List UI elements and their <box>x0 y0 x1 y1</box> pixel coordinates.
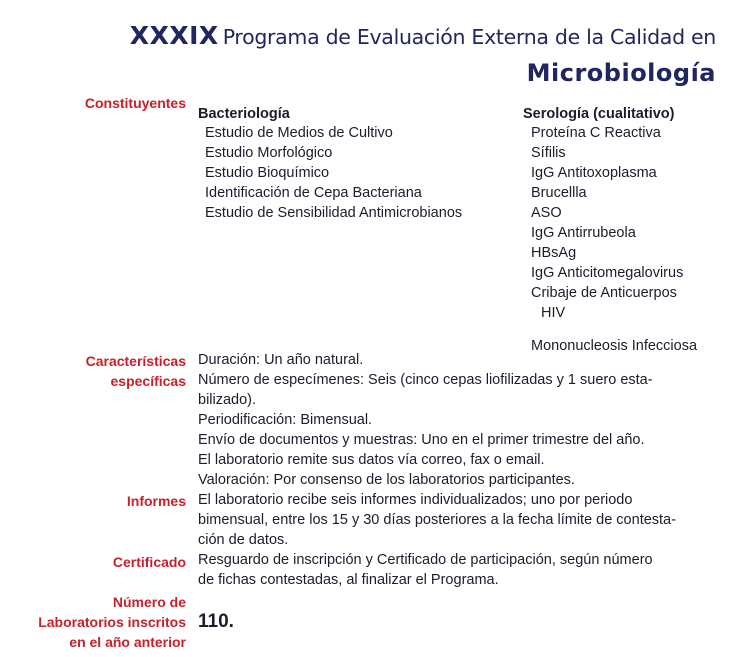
list-item: Cribaje de Anticuerpos <box>531 285 677 301</box>
label-certificado <box>113 552 186 572</box>
list-item: Proteína C Reactiva <box>531 125 661 141</box>
text-line: ción de datos. <box>198 532 289 548</box>
list-item: Mononucleosis Infecciosa <box>531 338 698 354</box>
list-item: Sífilis <box>531 145 566 161</box>
text-line: Valoración: Por consenso de los laboratorios participantes. <box>198 472 575 488</box>
list-item: IgG Anticitomegalovirus <box>531 265 684 281</box>
label-text: específicas <box>110 373 186 389</box>
certificado-text <box>198 550 718 590</box>
bacteriologia-heading: Bacteriología <box>198 106 290 122</box>
list-item: IgG Antitoxoplasma <box>531 165 657 181</box>
list-item: Identificación de Cepa Bacteriana <box>205 185 422 201</box>
list-item: ASO <box>531 205 562 221</box>
text-line: bimensual, entre los 15 y 30 días posteriores a la fecha límite de contesta- <box>198 512 676 528</box>
text-line: El laboratorio remite sus datos vía correo, fax o email. <box>198 452 545 468</box>
label-text: Número de <box>112 594 186 610</box>
label-numero-laboratorios <box>38 592 186 652</box>
text-line: de fichas contestadas, al finalizar el Programa. <box>198 572 499 588</box>
label-text: Constituyentes <box>84 95 186 111</box>
list-item: HIV <box>541 305 566 321</box>
text-line: bilizado). <box>198 392 257 408</box>
list-item: Estudio de Medios de Cultivo <box>205 125 393 141</box>
label-informes <box>127 491 186 511</box>
informes-text <box>198 490 718 550</box>
label-constituyentes <box>85 93 186 113</box>
serologia-list <box>531 123 697 356</box>
text-line: Periodificación: Bimensual. <box>198 412 373 428</box>
caracteristicas-text <box>198 350 718 490</box>
list-item: HBsAg <box>531 245 577 261</box>
text-line: El laboratorio recibe seis informes individualizados; uno por periodo <box>198 492 633 508</box>
laboratorios-count: 110. <box>198 611 234 632</box>
serologia-heading: Serología (cualitativo) <box>523 106 675 122</box>
edition-roman-numeral: XXXIX <box>129 21 219 50</box>
list-item: Estudio Morfológico <box>205 145 333 161</box>
text-line: Resguardo de inscripción y Certificado de participación, según número <box>198 552 653 568</box>
title-line <box>130 22 716 54</box>
page-header <box>130 22 716 88</box>
bacteriologia-list <box>205 123 462 223</box>
text-line: Envío de documentos y muestras: Uno en el primer trimestre del año. <box>198 432 645 448</box>
program-title: Programa de Evaluación Externa de la Calidad en <box>222 25 716 49</box>
program-subtitle: Microbiología <box>526 59 716 87</box>
list-item: Estudio de Sensibilidad Antimicrobianos <box>205 205 463 221</box>
list-item: Estudio Bioquímico <box>205 165 330 181</box>
label-text: Certificado <box>112 554 186 570</box>
label-text: Laboratorios inscritos <box>38 614 186 630</box>
list-item: Brucellla <box>531 185 587 201</box>
label-caracteristicas <box>86 351 186 391</box>
list-item: IgG Antirrubeola <box>531 225 636 241</box>
text-line: Duración: Un año natural. <box>198 352 364 368</box>
label-text: Informes <box>126 493 186 509</box>
label-text: en el año anterior <box>69 634 186 650</box>
text-line: Número de especímenes: Seis (cinco cepas liofilizadas y 1 suero esta- <box>198 372 653 388</box>
label-text: Características <box>85 353 186 369</box>
